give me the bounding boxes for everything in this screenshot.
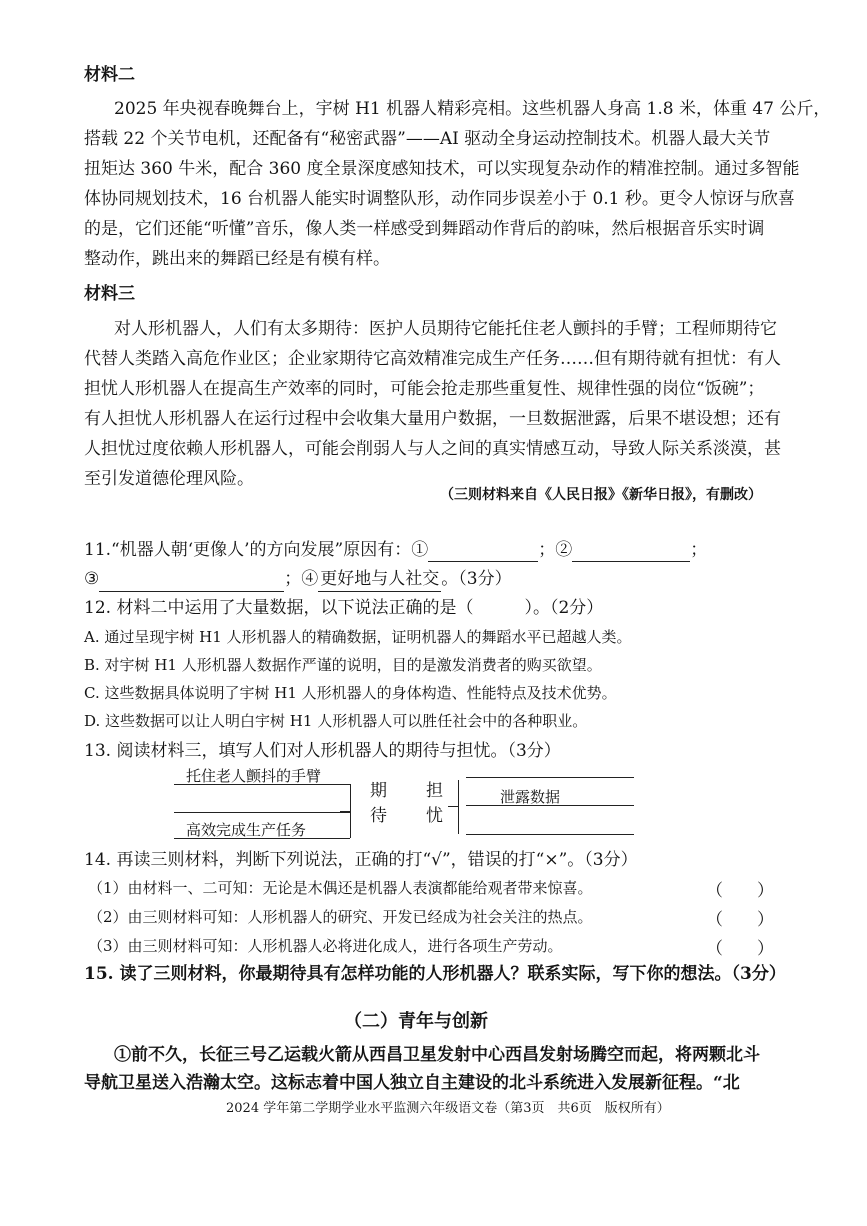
material3-heading: 材料三 (84, 284, 135, 304)
q11-answer-4: 更好地与人社交 (318, 567, 441, 592)
q13-expect-line-3[interactable] (174, 838, 350, 839)
q14-item-2: （2）由三则材料可知：人形机器人的研究、开发已经成为社会关注的热点。 (88, 908, 593, 926)
q13-left-bracket (350, 784, 351, 838)
q13-label-dai: 待 (370, 806, 387, 826)
q12-stem: 12. 材料二中运用了大量数据，以下说法正确的是（ ）。（2分） (84, 598, 604, 618)
q14-item-1: （1）由材料一、二可知：无论是木偶还是机器人表演都能给观者带来惊喜。 (88, 879, 593, 897)
q11-line2 (84, 567, 512, 592)
section2-line: ①前不久，长征三号乙运载火箭从西昌卫星发射中心西昌发射场腾空而起，将两颗北斗 (114, 1045, 760, 1065)
q13-stem: 13. 阅读材料三，填写人们对人形机器人的期待与担忧。（3分） (84, 741, 561, 761)
q14-answer-1[interactable]: （ ） (706, 881, 774, 901)
q13-expect-1: 托住老人颤抖的手臂 (186, 767, 322, 785)
q13-label-dan: 担 (426, 781, 443, 801)
q12-option-a[interactable]: A. 通过呈现宇树 H1 人形机器人的精确数据，证明机器人的舞蹈水平已超越人类。 (84, 628, 632, 646)
q12-option-c[interactable]: C. 这些数据具体说明了宇树 H1 人形机器人的身体构造、性能特点及技术优势。 (84, 684, 617, 702)
q15-stem: 15. 读了三则材料，你最期待具有怎样功能的人形机器人？联系实际，写下你的想法。（3分） (84, 964, 786, 984)
q11-blank-2[interactable] (572, 543, 690, 562)
material3-line: 至引发道德伦理风险。 (84, 469, 254, 489)
material3-line: 代替人类踏入高危作业区；企业家期待它高效精准完成生产任务……但有期待就有担忧：有人 (84, 349, 781, 369)
q11-sep2: ；④ (284, 569, 319, 589)
q12-option-d[interactable]: D. 这些数据可以让人明白宇树 H1 人形机器人可以胜任社会中的各种职业。 (84, 712, 588, 730)
section2-line: 导航卫星送入浩瀚太空。这标志着中国人独立自主建设的北斗系统进入发展新征程。“北 (84, 1073, 740, 1093)
q11-score: 。（3分） (441, 569, 512, 589)
material3-line: 担忧人形机器人在提高生产效率的同时，可能会抢走那些重复性、规律性强的岗位“饭碗”； (84, 379, 765, 399)
q12-option-b[interactable]: B. 对宇树 H1 人形机器人数据作严谨的说明，目的是激发消费者的购买欲望。 (84, 656, 602, 674)
material3-line: 人担忧过度依赖人形机器人，可能会削弱人与人之间的真实情感互动，导致人际关系淡漠，甚 (84, 439, 781, 459)
q11-line1 (84, 538, 707, 562)
material2-line: 体协同规划技术，16 台机器人能实时调整队形，动作同步误差小于 0.1 秒。更令人惊讶与欣喜 (84, 189, 795, 209)
material2-line: 搭载 22 个关节电机，还配备有“秘密武器”——AI 驱动全身运动控制技术。机器人最大关节 (84, 129, 771, 149)
q13-worry-2: 泄露数据 (500, 788, 561, 806)
q11-stem: 11.“机器人朝‘更像人’的方向发展”原因有：① (84, 540, 429, 560)
q11-blank-1[interactable] (428, 543, 538, 562)
q11-mark3: ③ (84, 569, 100, 589)
q13-right-bracket (458, 780, 459, 834)
q13-worry-line-3[interactable] (466, 834, 634, 835)
material2-line: 整动作，跳出来的舞蹈已经是有模有样。 (84, 249, 390, 269)
q14-item-3: （3）由三则材料可知：人形机器人必将进化成人，进行各项生产劳动。 (88, 937, 563, 955)
q13-worry-line-2[interactable] (466, 805, 634, 806)
material2-line: 扭矩达 360 牛米，配合 360 度全景深度感知技术，可以实现复杂动作的精准控制。通过多智能 (84, 159, 800, 179)
q14-stem: 14. 再读三则材料，判断下列说法，正确的打“√”，错误的打“×”。（3分） (84, 850, 638, 870)
material3-line: 有人担忧人形机器人在运行过程中会收集大量用户数据，一旦数据泄露，后果不堪设想；还有 (84, 409, 781, 429)
q11-blank-3[interactable] (99, 573, 284, 592)
q13-label-qi: 期 (370, 781, 387, 801)
q14-answer-2[interactable]: （ ） (706, 910, 774, 930)
material-source: （三则材料来自《人民日报》《新华日报》，有删改） (440, 487, 762, 503)
q13-left-bracket-tick (340, 811, 350, 812)
section2-title: （二）青年与创新 (344, 1011, 488, 1032)
q13-expect-line-2[interactable] (174, 812, 350, 813)
page-footer: 2024 学年第二学期学业水平监测六年级语文卷（第3页 共6页 版权所有） (226, 1101, 670, 1116)
material2-line: 的是，它们还能“听懂”音乐，像人类一样感受到舞蹈动作背后的韵味，然后根据音乐实时调 (84, 219, 765, 239)
q14-answer-3[interactable]: （ ） (706, 939, 774, 959)
material2-line: 2025 年央视春晚舞台上，宇树 H1 机器人精彩亮相。这些机器人身高 1.8 米，体重 47 公斤， (114, 99, 831, 119)
q13-label-you: 忧 (426, 806, 443, 826)
q13-worry-line-1[interactable] (466, 777, 634, 778)
q13-expect-3: 高效完成生产任务 (186, 821, 307, 839)
q13-right-bracket-tick (448, 806, 458, 807)
material3-line: 对人形机器人，人们有太多期待：医护人员期待它能托住老人颤抖的手臂；工程师期待它 (114, 319, 777, 339)
q11-end: ； (690, 540, 708, 560)
q13-expect-line-1[interactable] (174, 784, 350, 785)
q11-sep: ；② (538, 540, 573, 560)
material2-heading: 材料二 (84, 65, 135, 85)
